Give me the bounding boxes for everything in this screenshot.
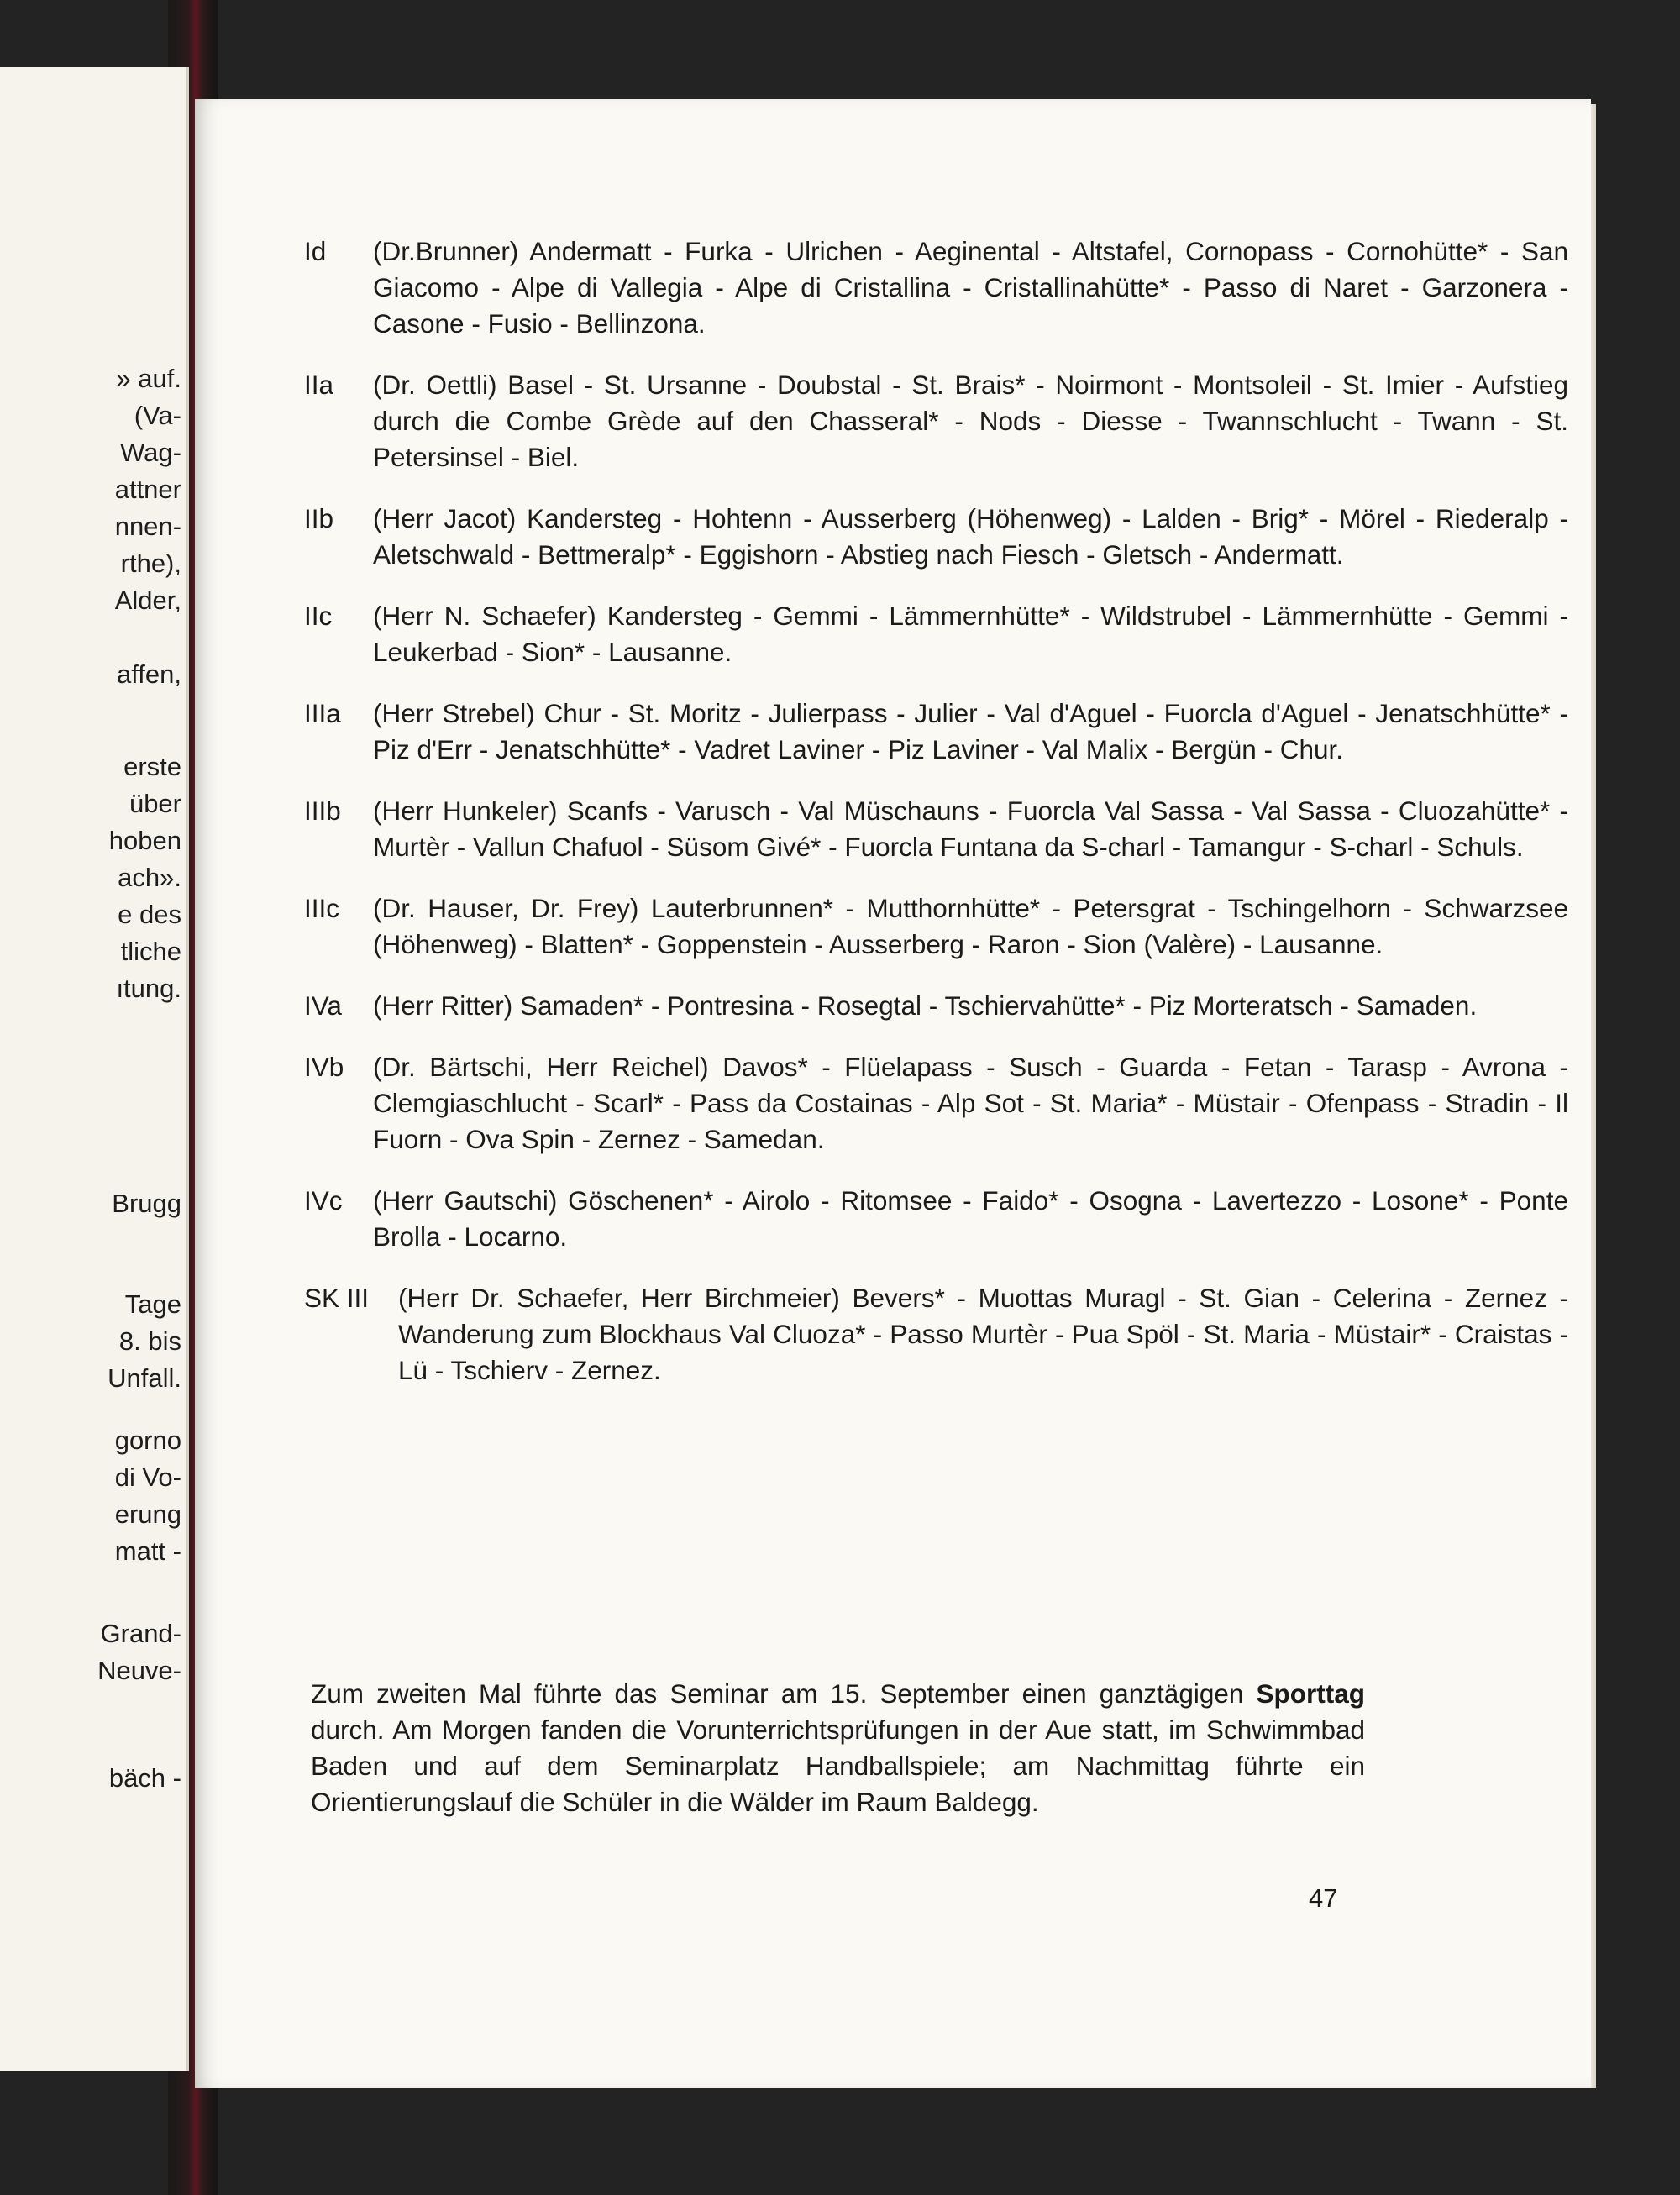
- excursion-route: Scanfs - Varusch - Val Müschauns - Fuorcla Val Sassa - Val Sassa - Cluozahütte* - Murtèr - Vallun Chafuol - Süsom Givé* - Fuorcla Funtana da S-charl - Tamangur - S-charl - Schuls.: [373, 796, 1568, 862]
- excursion-entry: [304, 1183, 1568, 1255]
- left-page-text: Tage: [124, 1289, 181, 1319]
- excursion-entry: [304, 367, 1568, 475]
- left-page: [0, 67, 189, 2071]
- closing-text-before: Zum zweiten Mal führte das Seminar am 15. September einen ganztägigen: [311, 1678, 1244, 1709]
- excursion-entry: [304, 793, 1568, 865]
- left-page-text: di Vo-: [114, 1462, 181, 1492]
- excursion-leader: (Herr Gautschi): [373, 1185, 558, 1216]
- excursion-entry: [304, 501, 1568, 573]
- excursion-route: Bevers* - Muottas Muragl - St. Gian - Celerina - Zernez - Wanderung zum Blockhaus Val Cluoza* - Passo Murtèr - Pua Spöl - St. Maria - Müstair* - Craistas - Lü - Tschierv - Zernez.: [398, 1283, 1568, 1385]
- excursion-entry: [304, 234, 1568, 342]
- left-page-text: Unfall.: [108, 1363, 181, 1393]
- left-page-text: erung: [114, 1499, 181, 1529]
- excursion-entry: [304, 890, 1568, 963]
- excursion-code: IVb: [304, 1052, 344, 1082]
- closing-bold-term: Sporttag: [1256, 1678, 1365, 1709]
- left-page-text: Brugg: [112, 1189, 181, 1218]
- left-page-text: affen,: [116, 659, 181, 689]
- closing-paragraph: [311, 1676, 1365, 1820]
- excursion-code: IIc: [304, 601, 333, 631]
- left-page-text: erste: [123, 752, 181, 781]
- excursion-leader: (Dr. Bärtschi, Herr Reichel): [373, 1052, 709, 1082]
- excursion-code: IIIa: [304, 698, 341, 728]
- left-page-text: attner: [114, 475, 181, 504]
- excursion-entry: [304, 696, 1568, 768]
- excursion-leader: (Herr Ritter): [373, 990, 513, 1021]
- left-page-text: matt -: [114, 1536, 181, 1566]
- excursion-code: IIIc: [304, 893, 340, 923]
- left-page-text: nnen-: [114, 512, 181, 541]
- excursion-leader: (Herr Hunkeler): [373, 796, 558, 826]
- excursion-code: IVc: [304, 1185, 343, 1216]
- left-page-text: über: [129, 789, 181, 818]
- excursion-code: IIIb: [304, 796, 341, 826]
- left-page-text: rthe),: [120, 549, 181, 578]
- excursion-code: IIa: [304, 370, 334, 400]
- excursion-route: Kandersteg - Hohtenn - Ausserberg (Höhenweg) - Lalden - Brig* - Mörel - Riederalp - Aletschwald - Bettmeralp* - Eggishorn - Abstieg nach Fiesch - Gletsch - Andermatt.: [373, 503, 1568, 570]
- excursion-entry: [304, 1280, 1568, 1389]
- excursion-entry: [304, 1049, 1568, 1158]
- left-page-text: Grand-: [100, 1619, 181, 1648]
- excursion-leader: (Herr N. Schaefer): [373, 601, 596, 631]
- excursion-route: Davos* - Flüelapass - Susch - Guarda - Fetan - Tarasp - Avrona - Clemgiaschlucht - Scarl* - Pass da Costainas - Alp Sot - St. Maria* - Müstair - Ofenpass - Stradin - Il Fuorn - Ova Spin - Zernez - Samedan.: [373, 1052, 1568, 1154]
- left-page-text: 8. bis: [118, 1326, 181, 1356]
- excursion-route: Samaden* - Pontresina - Rosegtal - Tschiervahütte* - Piz Morteratsch - Samaden.: [520, 990, 1478, 1021]
- left-page-text: ach».: [118, 863, 181, 892]
- left-page-text: gorno: [114, 1426, 181, 1455]
- page-number: 47: [1309, 1883, 1338, 1913]
- excursion-code: Id: [304, 236, 327, 266]
- excursion-leader: (Herr Dr. Schaefer, Herr Birchmeier): [398, 1283, 840, 1313]
- left-page-text: tliche: [120, 937, 181, 966]
- excursion-code: IIb: [304, 503, 334, 533]
- excursion-route: Kandersteg - Gemmi - Lämmernhütte* - Wildstrubel - Lämmernhütte - Gemmi - Leukerbad - Sion* - Lausanne.: [373, 601, 1569, 667]
- left-page-text: » auf.: [116, 364, 181, 393]
- closing-text-after: durch. Am Morgen fanden die Vorunterrichtsprüfungen in der Aue statt, im Schwimmbad Baden und auf dem Seminarplatz Handballspiele; am Nachmittag führte ein Orientierungslauf die Schüler in die Wälder im Raum Baldegg.: [311, 1715, 1365, 1817]
- excursion-entry: [304, 598, 1568, 670]
- excursion-route: Chur - St. Moritz - Julierpass - Julier - Val d'Aguel - Fuorcla d'Aguel - Jenatschhütte* - Piz d'Err - Jenatschhütte* - Vadret Laviner - Piz Laviner - Val Malix - Bergün - Chur.: [373, 698, 1568, 764]
- excursion-list: [304, 234, 1568, 1414]
- left-page-text: e des: [118, 900, 181, 929]
- excursion-entry: [304, 988, 1568, 1024]
- excursion-leader: (Herr Jacot): [373, 503, 517, 533]
- excursion-route: Lauterbrunnen* - Mutthornhütte* - Petersgrat - Tschingelhorn - Schwarzsee (Höhenweg) - Blatten* - Goppenstein - Ausserberg - Raron - Sion (Valère) - Lausanne.: [373, 893, 1569, 959]
- left-page-text: hoben: [108, 826, 181, 855]
- excursion-code: IVa: [304, 990, 342, 1021]
- excursion-route: Göschenen* - Airolo - Ritomsee - Faido* - Osogna - Lavertezzo - Losone* - Ponte Brolla - Locarno.: [373, 1185, 1568, 1252]
- excursion-route: Andermatt - Furka - Ulrichen - Aeginental - Altstafel, Cornopass - Cornohütte* - San Giacomo - Alpe di Vallegia - Alpe di Cristallina - Cristallinahütte* - Passo di Naret - Garzonera - Casone - Fusio - Bellinzona.: [373, 236, 1569, 339]
- excursion-leader: (Dr.Brunner): [373, 236, 519, 266]
- left-page-text: Neuve-: [97, 1656, 181, 1685]
- left-page-text: Wag-: [120, 438, 181, 467]
- excursion-leader: (Dr. Oettli): [373, 370, 497, 400]
- excursion-route: Basel - St. Ursanne - Doubstal - St. Brais* - Noirmont - Montsoleil - St. Imier - Aufstieg durch die Combe Grède auf den Chasseral* - Nods - Diesse - Twannschlucht - Twann - St. Petersinsel - Biel.: [373, 370, 1568, 472]
- excursion-leader: (Herr Strebel): [373, 698, 535, 728]
- left-page-text: Alder,: [114, 586, 181, 615]
- excursion-code: SK III: [304, 1283, 370, 1313]
- left-page-text: (Va-: [134, 401, 181, 430]
- left-page-text: bäch -: [108, 1763, 181, 1793]
- left-page-text: ıtung.: [116, 974, 181, 1003]
- excursion-leader: (Dr. Hauser, Dr. Frey): [373, 893, 639, 923]
